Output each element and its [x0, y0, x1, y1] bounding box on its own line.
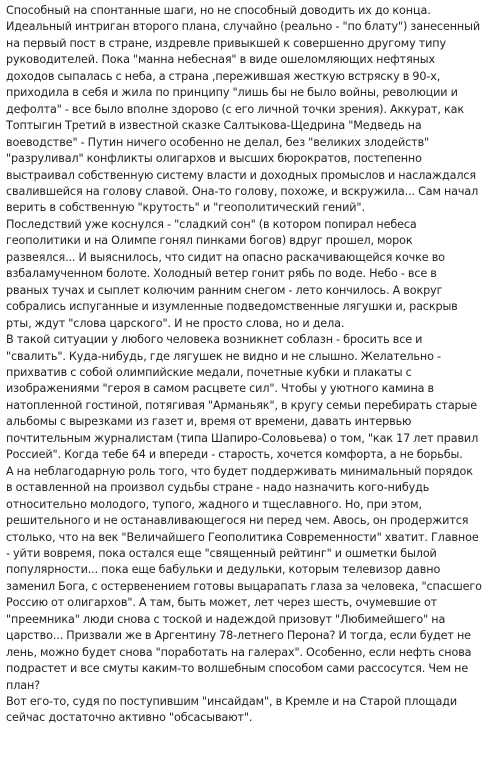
paragraph-4: В такой ситуации у любого человека возникнет соблазн - бросить все и "свалить". Куда-нибудь, где лягушек не видно и не слышно. Желательно - прихватив с собой олимпийские медали, почетные кубки и плакаты с изображениями "героя в самом расцвете сил". Чтобы у уютного камина в натопленной гостиной, потягивая "Арманьяк", в кругу семьи перебирать старые альбомы с вырезками из газет и, время от времени, давать интервью почтительным журналистам (типа Шапиро-Соловьева) о том, "как 17 лет правил Россией". Когда тебе 64 и впереди - старость, хочется комфорта, а не борьбы. [6, 333, 479, 462]
paragraph-2: Идеальный интриган второго плана, случайно (реально - "по блату") занесенный на первый пост в стране, издревле привыкшей к совершенно другому типу руководителей. Пока "манна небесная" в виде ошеломляющих нефтяных доходов сыпалась с неба, а страна ,пережившая жесткую встряску в 90-х, приходила в себя и жила по принципу "лишь бы не было войны, революции и дефолта" - все было вполне здорово (с его личной точки зрения). Аккурат, как Топтыгин Третий в известной сказке Салтыкова-Щедрина "Медведь на воеводстве" - Путин ничего особенно не делал, без "великих злодейств" "разруливал" конфликты олигархов и высших бюрократов, постепенно выстраивал собственную систему власти и доходных промыслов и наслаждался свалившейся на голову славой. Она-то голову, похоже, и вскружила... Сам начал верить в собственную "крутость" и "геополитический гений". [6, 20, 480, 215]
paragraph-6: Вот его-то, судя по поступившим "инсайдам", в Кремле и на Старой площади сейчас достаточно активно "обсасывают". [6, 695, 458, 725]
paragraph-3: Последствий уже коснулся - "сладкий сон" (в котором попирал небеса геополитики и на Олимпе гонял пинками богов) вдруг прошел, морок развеялся... И выяснилось, что сидит на опасно раскачивающейся кочке во взбаламученном болоте. Холодный ветер гонит рябь по воде. Небо - все в рваных тучах и сыплет колючим ранним снегом - лето кончилось. А вокруг собрались испуганные и изумленные подведомственные лягушки и, раскрыв рты, ждут "слова царского". И не просто слова, но и дела. [6, 217, 458, 330]
paragraph-1: Способный на спонтанные шаги, но не способный доводить их до конца. [6, 4, 431, 17]
post-text [6, 3, 482, 727]
paragraph-5: А на неблагодарную роль того, что будет поддерживать минимальный порядок в оставленной на произвол судьбы стране - надо назначить кого-нибудь относительно молодого, тупого, жадного и тщеславного. Но, при этом, решительного и не останавливающегося ни перед чем. Авось, он продержится столько, что на век "Величайшего Геополитика Современности" хватит. Главное - уйти вовремя, пока остался еще "священный рейтинг" и ошметки былой популярности... пока еще бабульки и дедульки, которым телевизор давно заменил Бога, с остервенением готовы выцарапать глаза за человека, "спасшего Россию от олигархов". А там, быть может, лет через шесть, очумевшие от "преемника" люди снова с тоской и надеждой призовут "Любимейшего" на царство... Призвали же в Аргентину 78-летнего Перона? И тогда, если будет не лень, можно будет снова "поработать на галерах". Особенно, если нефть снова подрастет и все смуты каким-то волшебным способом сами рассосутся. Чем не план? [6, 464, 482, 692]
